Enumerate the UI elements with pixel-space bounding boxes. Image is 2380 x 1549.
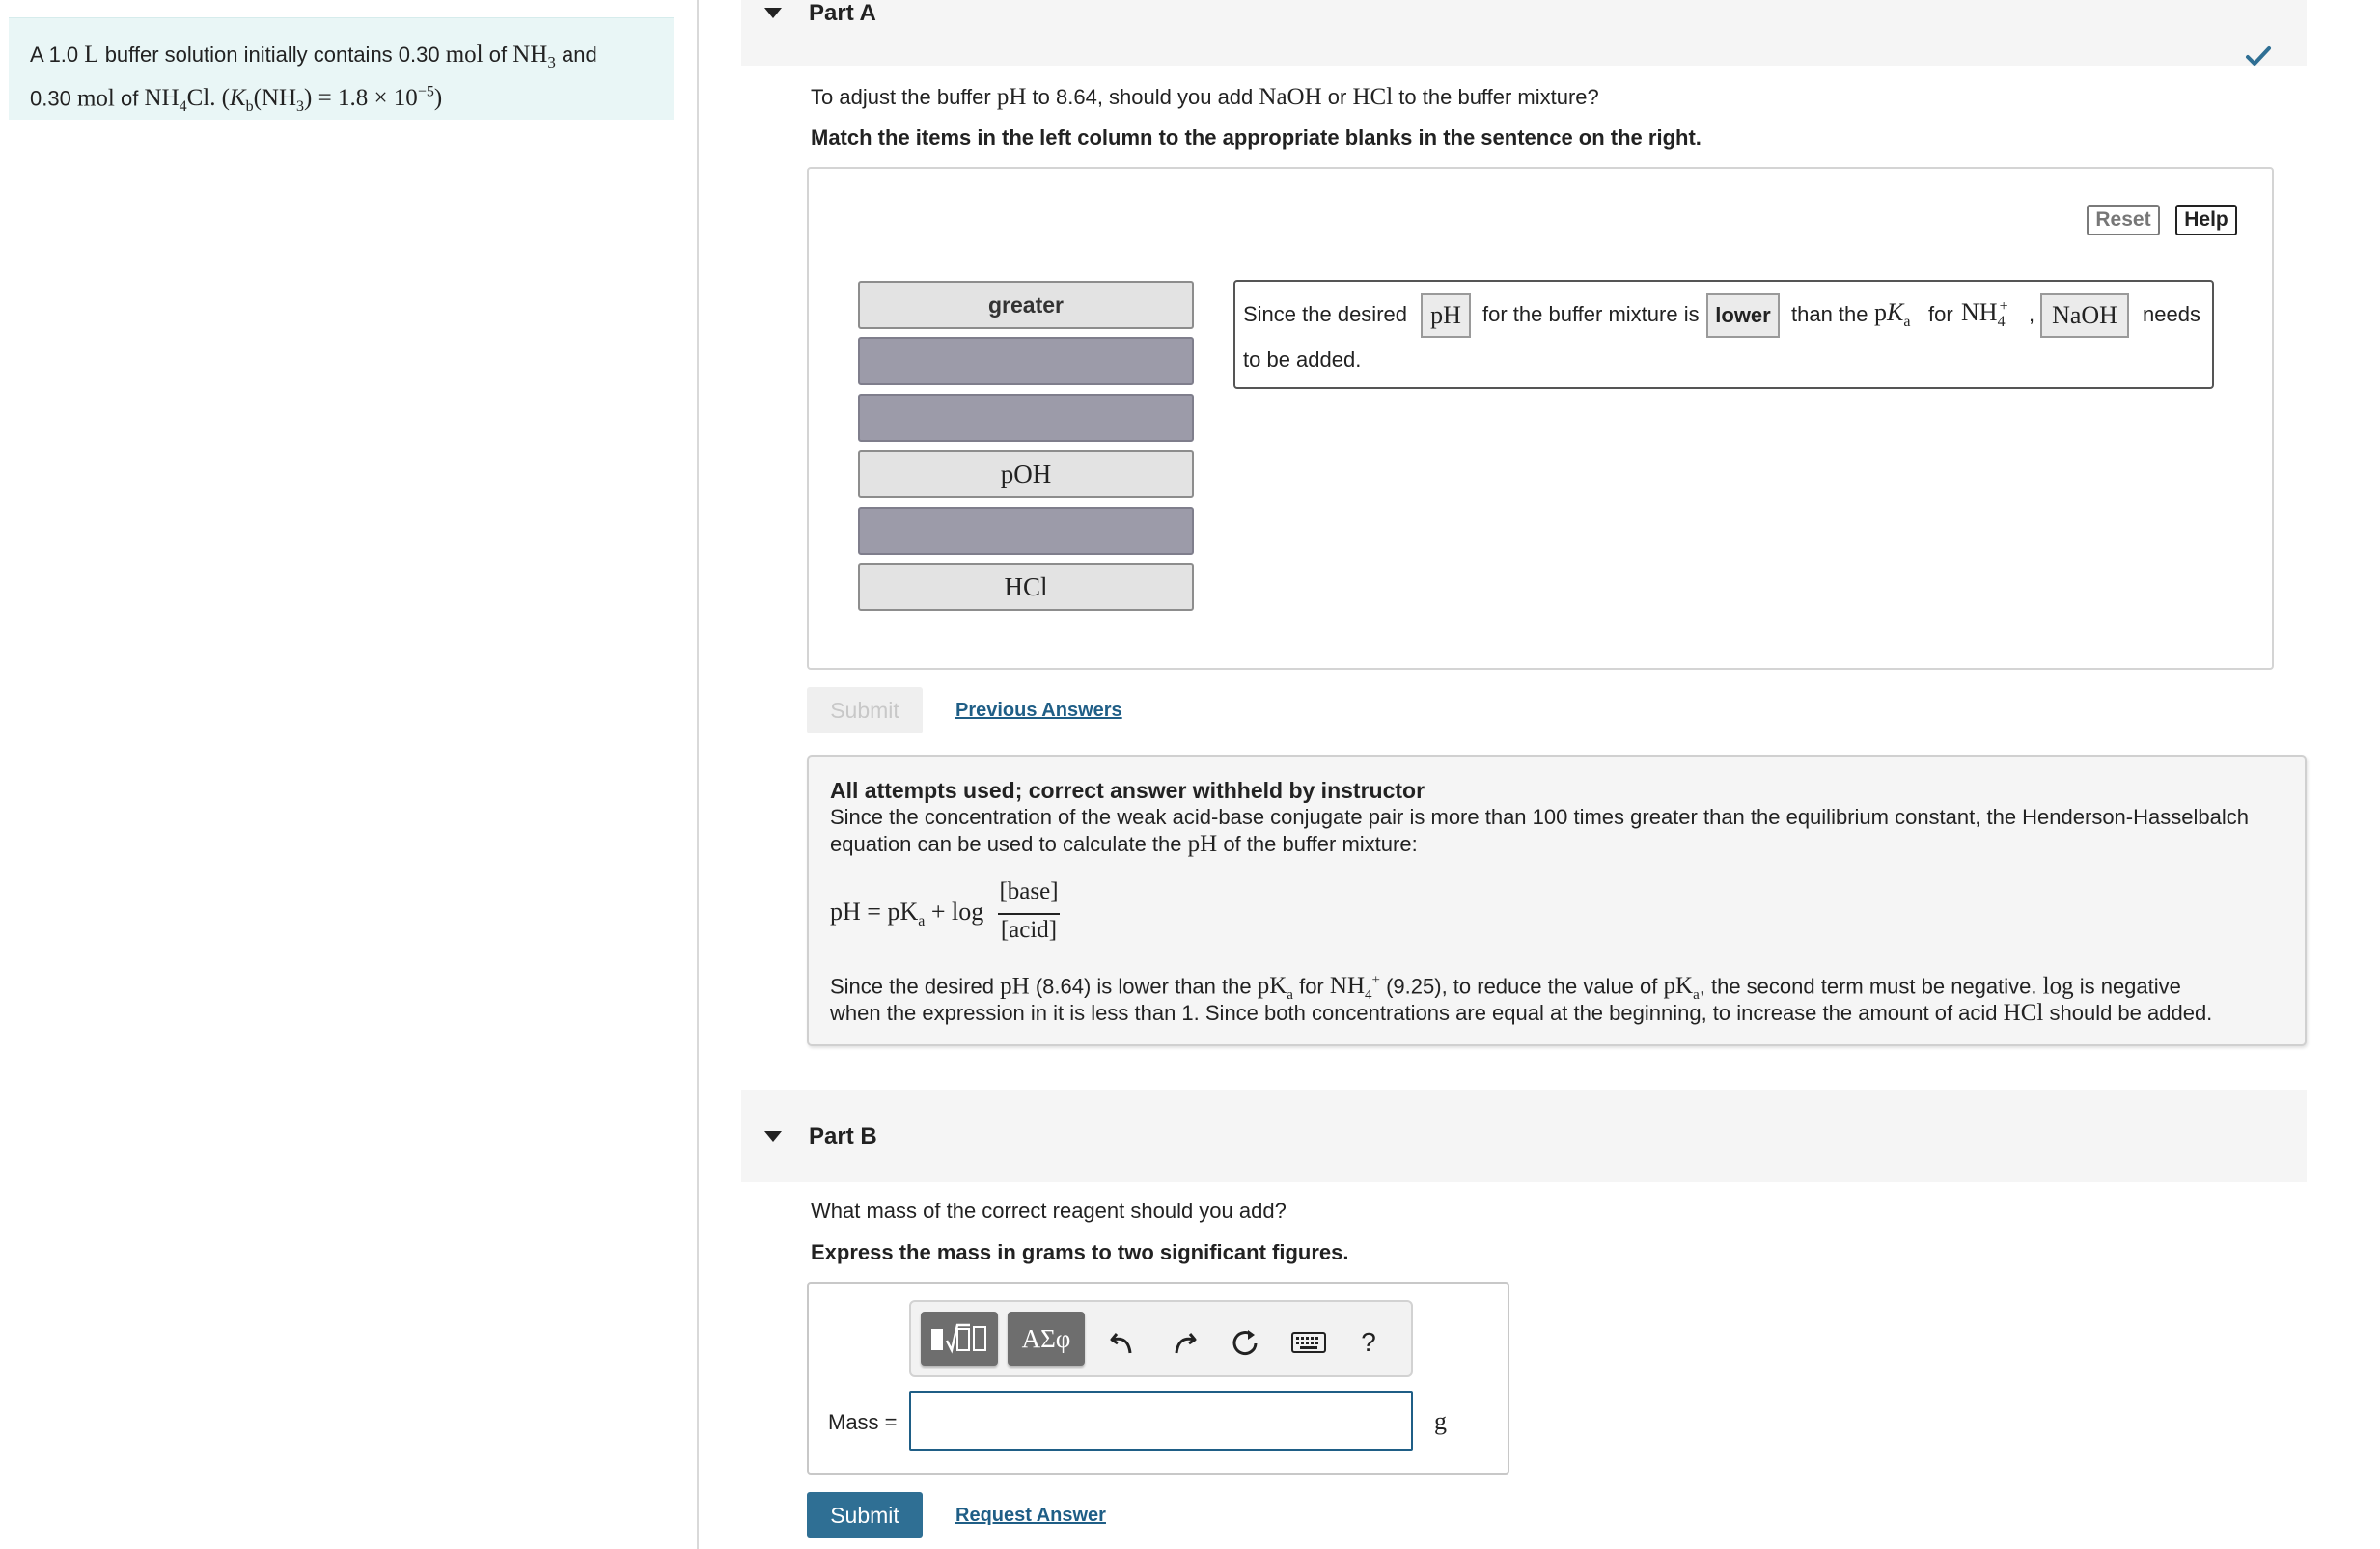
henderson-hasselbalch-equation: pH = $pK_a + \log$ bbox=[830, 898, 984, 930]
undo-icon[interactable] bbox=[1104, 1323, 1143, 1362]
submit-button[interactable]: Submit bbox=[807, 1492, 923, 1538]
problem-text: of bbox=[488, 42, 508, 67]
tile-empty-slot bbox=[858, 337, 1194, 385]
reset-icon[interactable] bbox=[1226, 1323, 1264, 1362]
blank-1-ph[interactable]: pH bbox=[1421, 293, 1471, 338]
sentence-text: than the bbox=[1791, 302, 1868, 326]
problem-line-1 bbox=[30, 40, 652, 77]
templates-button[interactable] bbox=[921, 1312, 998, 1366]
part-a-title: Part A bbox=[809, 0, 876, 26]
part-b-question: What mass of the correct reagent should you add? bbox=[811, 1199, 1287, 1223]
math-toolbar bbox=[909, 1300, 1413, 1377]
submit-button-disabled[interactable]: Submit bbox=[807, 687, 923, 733]
tile-poh[interactable]: pOH bbox=[858, 450, 1194, 498]
greek-symbols-button[interactable]: ΑΣφ bbox=[1008, 1312, 1085, 1366]
tile-hcl[interactable]: HCl bbox=[858, 563, 1194, 611]
problem-text: A 1.0 bbox=[30, 42, 79, 67]
nh3-formula: $NH_3$ bbox=[512, 41, 556, 71]
feedback-line: Since the desired pH (8.64) is lower than the $pK_a$ for $NH_4^+$ (9.25), to reduce the value of $pK_a$, the second term must be negative. log is negative bbox=[830, 973, 2181, 1004]
collapse-caret-icon[interactable] bbox=[764, 8, 782, 18]
check-icon bbox=[2245, 42, 2272, 69]
problem-text: and bbox=[561, 42, 597, 67]
part-b-title: Part B bbox=[809, 1123, 877, 1149]
sentence-text: , bbox=[2029, 302, 2035, 326]
pka-symbol: $pK_a$ bbox=[1874, 298, 1911, 331]
blank-3-naoh[interactable]: NaOH bbox=[2040, 293, 2129, 338]
help-button[interactable]: Help bbox=[2175, 205, 2237, 235]
part-b-instruction: Express the mass in grams to two significant figures. bbox=[811, 1240, 1349, 1264]
part-a-instruction: Match the items in the left column to the appropriate blanks in the sentence on the right. bbox=[811, 125, 1702, 150]
liter-unit: L bbox=[84, 41, 99, 68]
sentence-text: needs bbox=[2143, 302, 2200, 326]
redo-icon[interactable] bbox=[1164, 1323, 1203, 1362]
feedback-panel bbox=[807, 755, 2307, 1046]
panel-divider bbox=[697, 0, 699, 1549]
mass-input[interactable] bbox=[909, 1391, 1413, 1451]
nh4cl-formula: $NH_4Cl$. bbox=[144, 85, 216, 116]
mol-unit: mol bbox=[445, 41, 484, 68]
problem-statement bbox=[9, 17, 674, 120]
mol-unit: mol bbox=[76, 85, 115, 112]
request-answer-link[interactable]: Request Answer bbox=[955, 1505, 1106, 1526]
kb-expression: $(K_b(NH_3) = 1.8 \times 10^{-5})$ bbox=[221, 84, 443, 116]
sentence-text: Since the desired bbox=[1243, 302, 1407, 326]
tile-empty-slot bbox=[858, 394, 1194, 442]
previous-answers-link[interactable]: Previous Answers bbox=[955, 700, 1122, 721]
tile-empty-slot bbox=[858, 507, 1194, 555]
collapse-caret-icon[interactable] bbox=[764, 1131, 782, 1142]
part-a-question: To adjust the buffer pH to 8.64, should you add NaOH or HCl to the buffer mixture? bbox=[811, 84, 1599, 110]
reset-button[interactable]: Reset bbox=[2087, 205, 2160, 235]
feedback-line: equation can be used to calculate the pH of the buffer mixture: bbox=[830, 831, 1418, 857]
equation-denominator: [acid] bbox=[1000, 917, 1058, 943]
fraction-bar bbox=[998, 913, 1060, 915]
feedback-title: All attempts used; correct answer withheld by instructor bbox=[830, 778, 1425, 803]
templates-icon bbox=[927, 1319, 991, 1358]
nh4-ion: $NH_4^+$ bbox=[1961, 298, 2008, 331]
problem-text: of bbox=[120, 86, 139, 111]
help-question-icon[interactable]: ? bbox=[1361, 1327, 1376, 1357]
equation-numerator: [base] bbox=[999, 878, 1059, 904]
problem-line-2 bbox=[30, 77, 652, 122]
unit-label: g bbox=[1434, 1407, 1447, 1435]
part-a-header[interactable] bbox=[741, 0, 2307, 66]
blank-2-lower[interactable]: lower bbox=[1706, 293, 1780, 338]
mass-label: Mass = bbox=[828, 1410, 898, 1434]
problem-text: 0.30 bbox=[30, 86, 71, 111]
keyboard-icon[interactable] bbox=[1289, 1323, 1328, 1362]
answer-sentence bbox=[1233, 280, 2214, 389]
sentence-text: for bbox=[1928, 302, 1953, 326]
feedback-line: Since the concentration of the weak acid-base conjugate pair is more than 100 times greater than the equilibrium constant, the Henderson-Hasselbalch bbox=[830, 805, 2249, 829]
tile-greater[interactable]: greater bbox=[858, 281, 1194, 329]
sentence-text: for the buffer mixture is bbox=[1482, 302, 1700, 326]
problem-text: buffer solution initially contains 0.30 bbox=[104, 42, 440, 67]
feedback-line: when the expression in it is less than 1. Since both concentrations are equal at the beginning, to increase the amount of acid HCl should be added. bbox=[830, 1000, 2213, 1026]
sentence-text: to be added. bbox=[1243, 347, 1362, 372]
part-b-header[interactable] bbox=[741, 1090, 2307, 1182]
